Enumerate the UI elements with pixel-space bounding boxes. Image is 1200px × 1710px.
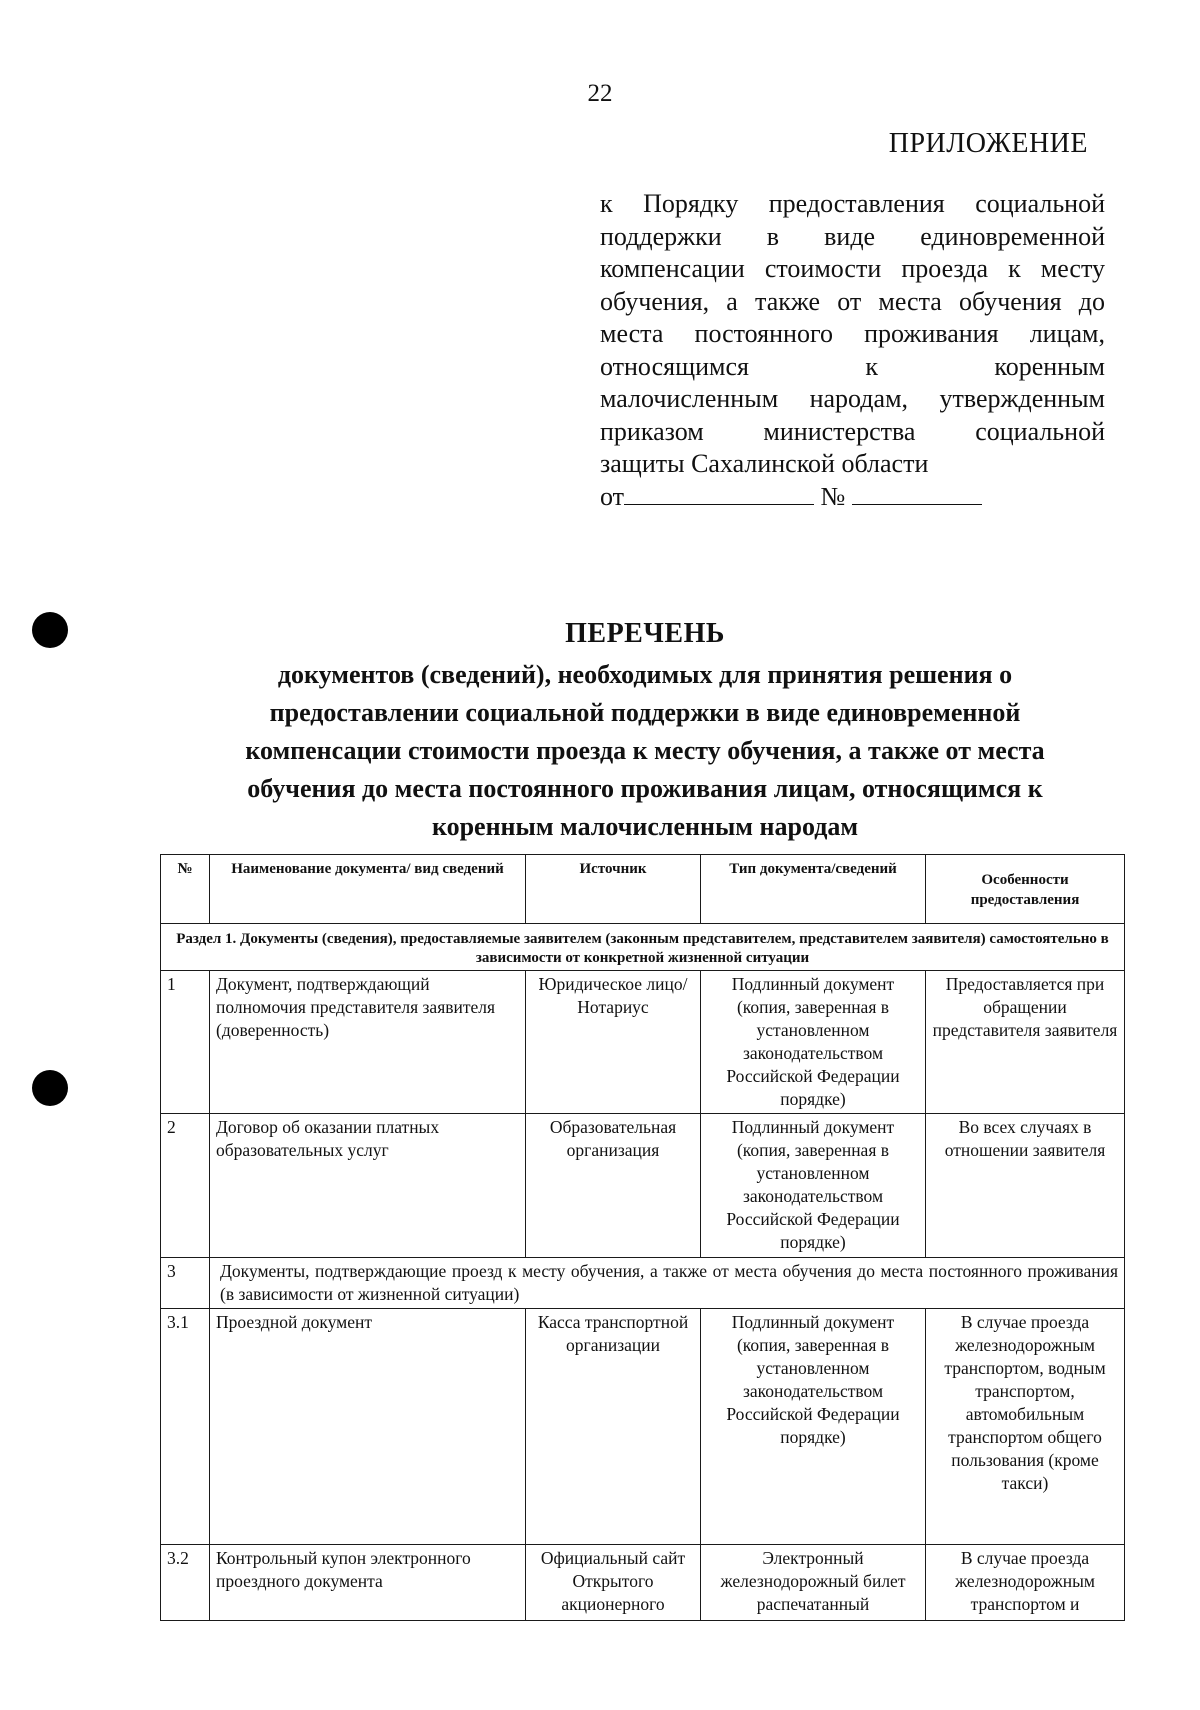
row-type: Подлинный документ (копия, заверенная в установленном законодательством Российской Федерации порядке) xyxy=(701,1114,926,1258)
header-num: № xyxy=(161,855,210,924)
appendix-line: малочисленным народам, утвержденным xyxy=(600,384,1105,413)
appendix-line: относящимся к коренным xyxy=(600,351,1105,381)
row-source: Юридическое лицо/ Нотариус xyxy=(526,971,701,1114)
punch-hole xyxy=(32,1070,68,1106)
row-features: Предоставляется при обращении представителя заявителя xyxy=(926,971,1125,1114)
appendix-line: приказом министерства социальной xyxy=(600,416,1105,446)
subtitle-line: предоставлении социальной поддержки в виде единовременной xyxy=(269,698,1021,727)
row-features: В случае проезда железнодорожным транспортом и xyxy=(926,1545,1125,1621)
table-row xyxy=(161,1258,1125,1309)
appendix-text xyxy=(600,188,1105,513)
document-subtitle xyxy=(200,656,1090,846)
row-num: 3.2 xyxy=(161,1545,210,1621)
row-num: 3 xyxy=(161,1258,210,1309)
table-row xyxy=(161,1114,1125,1258)
subtitle-line: документов (сведений), необходимых для принятия решения о xyxy=(277,660,1013,689)
row-name: Проездной документ xyxy=(210,1309,526,1545)
subtitle-line: обучения до места постоянного проживания лицам, относящимся к xyxy=(247,774,1043,803)
date-blank xyxy=(624,482,814,505)
row-features: Во всех случаях в отношении заявителя xyxy=(926,1114,1125,1258)
subtitle-line: коренным малочисленным народам xyxy=(431,812,859,841)
appendix-line: места постоянного проживания лицам, xyxy=(600,319,1105,348)
table-row xyxy=(161,1545,1125,1621)
signature-line-row xyxy=(600,481,1105,514)
row-features: В случае проезда железнодорожным транспортом, водным транспортом, автомобильным транспортом общего пользования (кроме такси) xyxy=(926,1309,1125,1545)
row-name: Документ, подтверждающий полномочия представителя заявителя (доверенность) xyxy=(210,971,526,1114)
number-label: № xyxy=(820,481,846,511)
row-type: Подлинный документ (копия, заверенная в установленном законодательством Российской Федерации порядке) xyxy=(701,1309,926,1545)
section-row xyxy=(161,924,1125,971)
section-1-title: Раздел 1. Документы (сведения), предоставляемые заявителем (законным представителем, представителем заявителя) самостоятельно в зависимости от конкретной жизненной ситуации xyxy=(161,924,1125,971)
row-num: 2 xyxy=(161,1114,210,1258)
number-blank xyxy=(852,482,982,505)
row-num: 3.1 xyxy=(161,1309,210,1545)
table-header-row xyxy=(161,855,1125,924)
appendix-line: к Порядку предоставления социальной xyxy=(600,189,1105,218)
appendix-line: компенсации стоимости проезда к месту xyxy=(600,254,1105,283)
row-source: Образовательная организация xyxy=(526,1114,701,1258)
header-features: Особенности предоставления xyxy=(926,855,1125,924)
row-source: Касса транспортной организации xyxy=(526,1309,701,1545)
row-type: Подлинный документ (копия, заверенная в установленном законодательством Российской Федерации порядке) xyxy=(701,971,926,1114)
table-row xyxy=(161,971,1125,1114)
document-title: ПЕРЕЧЕНЬ xyxy=(565,618,725,649)
row-name: Контрольный купон электронного проездного документа xyxy=(210,1545,526,1621)
page-number: 22 xyxy=(587,80,613,107)
appendix-line: поддержки в виде единовременной xyxy=(600,221,1105,251)
subtitle-line: компенсации стоимости проезда к месту обучения, а также от места xyxy=(245,736,1045,765)
row-source: Официальный сайт Открытого акционерного xyxy=(526,1545,701,1621)
from-label: от xyxy=(600,481,625,511)
appendix-title: ПРИЛОЖЕНИЕ xyxy=(888,128,1088,159)
appendix-line: обучения, а также от места обучения до xyxy=(600,286,1105,316)
table-row xyxy=(161,1309,1125,1545)
row-group-title: Документы, подтверждающие проезд к месту обучения, а также от места обучения до места постоянного проживания (в зависимости от жизненной ситуации) xyxy=(210,1258,1125,1309)
documents-table xyxy=(160,854,1125,1621)
appendix-line: защиты Сахалинской области xyxy=(600,449,929,478)
header-type: Тип документа/сведений xyxy=(701,855,926,924)
row-name: Договор об оказании платных образовательных услуг xyxy=(210,1114,526,1258)
row-num: 1 xyxy=(161,971,210,1114)
row-type: Электронный железнодорожный билет распечатанный xyxy=(701,1545,926,1621)
header-source: Источник xyxy=(526,855,701,924)
header-name: Наименование документа/ вид сведений xyxy=(210,855,526,924)
